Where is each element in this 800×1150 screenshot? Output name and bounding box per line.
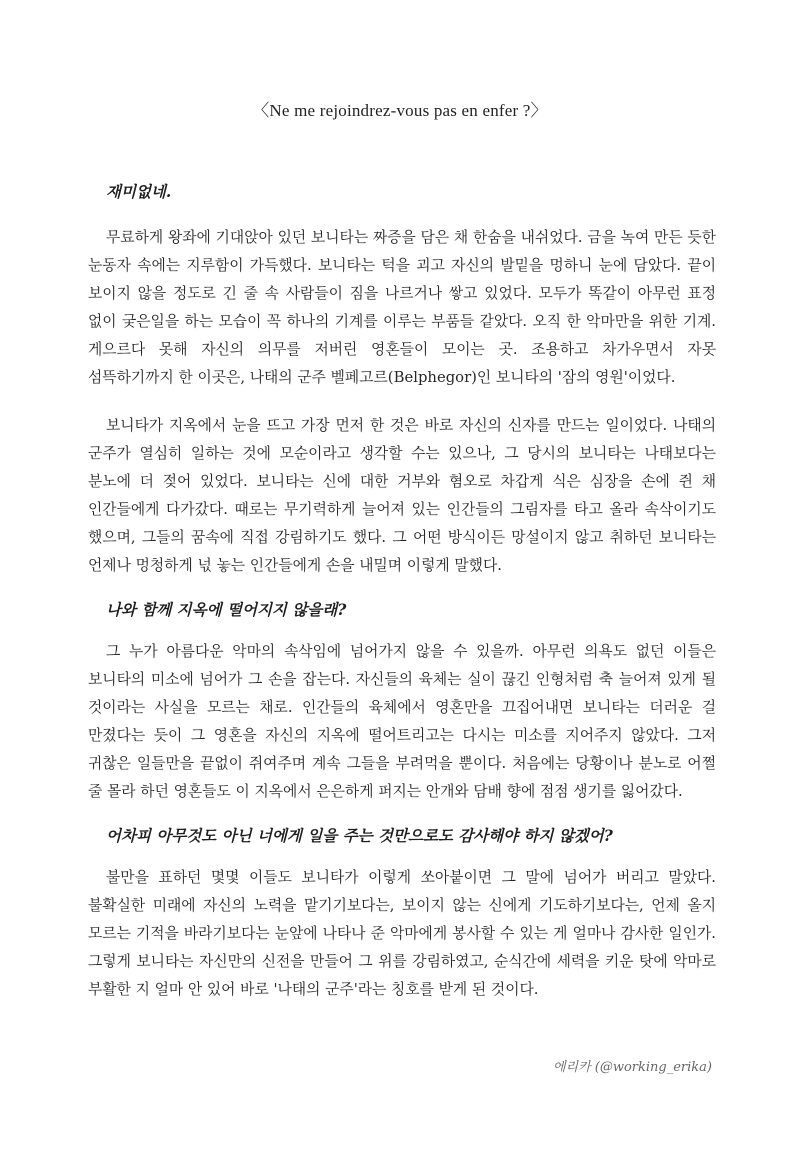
quote-boredom: 재미없네. [106,182,172,201]
quote-gratitude: 어차피 아무것도 아닌 너에게 일을 주는 것만으로도 감사해야 하지 않겠어? [106,826,613,845]
paragraph-throne: 무료하게 왕좌에 기대앉아 있던 보니타는 짜증을 담은 채 한숨을 내쉬었다. 금을 녹여 만든 듯한 눈동자 속에는 지루함이 가득했다. 보니타는 턱을 괴고 자신의 발밑을 멍하니 눈에 담았다. 끝이 보이지 않을 정도로 긴 줄 속 사람들이 짐을 나르거나 쌓고 있었다. 모두가 똑같이 아무런 표정 없이 궂은일을 하는 모습이 꼭 하나의 기계를 이루는 부품들 같았다. 오직 한 악마만을 위한 기계. 게으르다 못해 자신의 의무를 저버린 영혼들이 모이는 곳. 조용하고 차가우면서 자못 섬뜩하기까지 한 이곳은, 나태의 군주 벨페고르(Belphegor)인 보니타의 '잠의 영원'이었다. [88,229,716,386]
paragraph-believers: 보니타가 지옥에서 눈을 뜨고 가장 먼저 한 것은 바로 자신의 신자를 만드는 일이었다. 나태의 군주가 열심히 일하는 것에 모순이라고 생각할 수는 있으나, 그 당시의 보니타는 나태보다는 분노에 더 젖어 있었다. 보니타는 신에 대한 거부와 혐오로 차갑게 식은 심장을 손에 쥔 채 인간들에게 다가갔다. 때로는 무기력하게 늘어져 있는 인간들의 그림자를 타고 올라 속삭이기도 했으며, 그들의 꿈속에 직접 강림하기도 했다. 그 어떤 방식이든 망설이지 않고 취하던 보니타는 언제나 멍청하게 넋 놓는 인간들에게 손을 내밀며 이렇게 말했다. [88,417,716,574]
paragraph-lord-of-sloth: 불만을 표하던 몇몇 이들도 보니타가 이렇게 쏘아붙이면 그 말에 넘어가 버리고 말았다. 불확실한 미래에 자신의 노력을 맡기기보다는, 보이지 않는 신에게 기도하기보다는, 언제 올지 모르는 기적을 바라기보다는 눈앞에 나타나 준 악마에게 봉사할 수 있는 게 얼마나 감사한 일인가. 그렇게 보니타는 자신만의 신전을 만들어 그 위를 강림하였고, 순식간에 세력을 키운 탓에 악마로 부활한 지 얼마 안 있어 바로 '나태의 군주'라는 칭호를 받게 된 것이다. [88,869,716,998]
author-byline: 에리카 (@working_erika) [552,1060,712,1075]
quote-invitation: 나와 함께 지옥에 떨어지지 않을래? [106,600,347,619]
paragraph-souls: 그 누가 아름다운 악마의 속삭임에 넘어가지 않을 수 있을까. 아무런 의욕도 없던 이들은 보니타의 미소에 넘어가 그 손을 잡는다. 자신들의 육체는 실이 끊긴 인형처럼 축 늘어져 있게 될 것이라는 사실을 모르는 채로. 인간들의 육체에서 영혼만을 끄집어내면 보니타는 더러운 걸 만졌다는 듯이 그 영혼을 자신의 지옥에 떨어트리고는 다시는 미소를 지어주지 않았다. 그저 귀찮은 일들만을 끝없이 쥐여주며 계속 그들을 부려먹을 뿐이다. 처음에는 당황이나 분노로 어쩔 줄 몰라 하던 영혼들도 이 지옥에서 은은하게 퍼지는 안개와 담배 향에 점점 생기를 잃어갔다. [88,643,716,800]
page-title: 〈Ne me rejoindrez-vous pas en enfer ?〉 [252,101,548,120]
story-body [88,178,716,1022]
